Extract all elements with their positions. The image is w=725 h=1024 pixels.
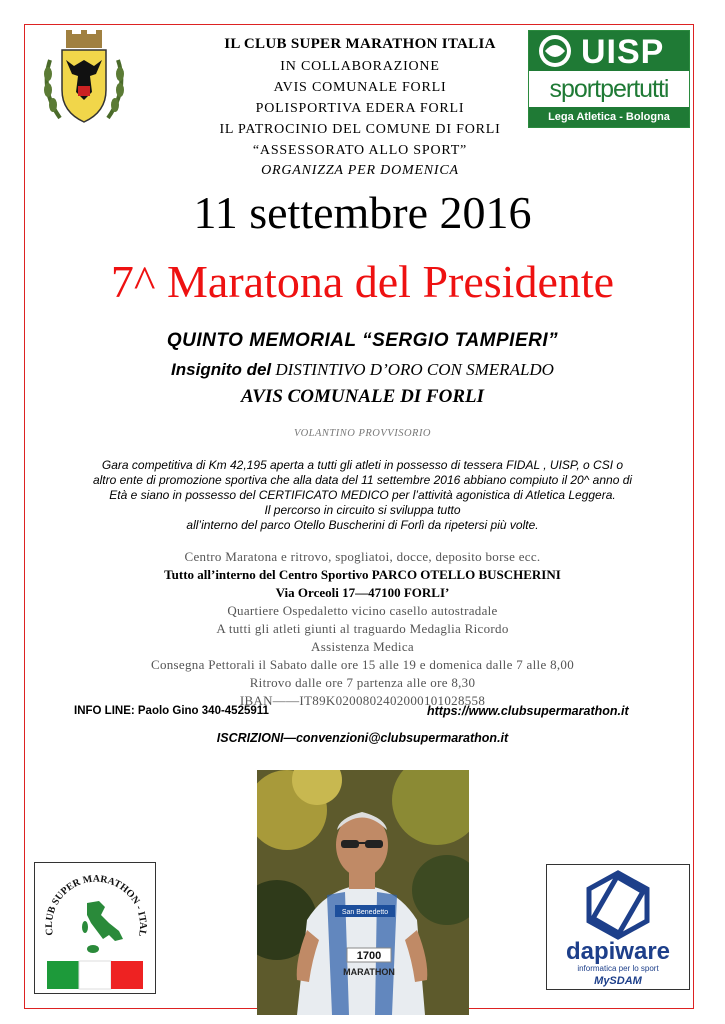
header-line-3: POLISPORTIVA EDERA FORLI: [255, 101, 465, 116]
info-centro: Centro Maratona e ritrovo, spogliatoi, docce, deposito borse ecc.: [184, 549, 541, 564]
organizer-title: IL CLUB SUPER MARATHON ITALIA: [224, 36, 496, 52]
info-tutto: Tutto all’interno del Centro Sportivo PARCO OTELLO BUSCHERINI: [164, 567, 561, 582]
description-line-5: all’interno del parco Otello Buscherini di Forlì da ripetersi più volte.: [186, 518, 539, 532]
insignito-prefix: Insignito del: [171, 360, 272, 379]
event-title: 7^ Maratona del Presidente: [110, 256, 615, 307]
description-line-1: Gara competitiva di Km 42,195 aperta a tutti gli atleti in possesso di tessera FIDAL , UISP, o CSI o: [101, 458, 624, 472]
forli-crest-logo: [36, 30, 132, 130]
header-line-4: IL PATROCINIO DEL COMUNE DI FORLI: [219, 122, 501, 137]
info-line-contact: INFO LINE: Paolo Gino 340-4525911: [74, 705, 269, 717]
header-line-6: ORGANIZZA PER DOMENICA: [261, 163, 459, 178]
dapiware-name: dapiware: [565, 938, 671, 965]
dapiware-logo: [546, 864, 690, 990]
uisp-brand: UISP: [581, 33, 665, 71]
info-assistenza: Assistenza Medica: [311, 639, 414, 654]
photo-sponsor: San Benedetto: [341, 909, 389, 916]
runner-photo: [257, 770, 469, 1015]
info-block: [0, 548, 725, 710]
description-line-4: Il percorso in circuito si sviluppa tutto: [264, 503, 461, 517]
uisp-tagline: sportpertutti: [549, 75, 669, 103]
iscrizioni-email[interactable]: ISCRIZIONI—convenzioni@clubsupermarathon.it: [216, 731, 509, 745]
avis-line: AVIS COMUNALE DI FORLI: [240, 386, 484, 407]
club-super-marathon-logo: [34, 862, 156, 994]
header-line-1: IN COLLABORAZIONE: [280, 59, 440, 74]
dapiware-tagline: informatica per lo sport: [577, 964, 659, 973]
header-line-5: “ASSESSORATO ALLO SPORT”: [252, 143, 468, 158]
event-date: 11 settembre 2016: [193, 187, 532, 238]
info-pettorali: Consegna Pettorali il Sabato dalle ore 15 alle 19 e domenica dalle 7 alle 8,00: [150, 657, 575, 672]
uisp-lega: Lega Atletica - Bologna: [529, 107, 689, 127]
description-line-3: Età e siano in possesso del CERTIFICATO MEDICO per l’attività agonistica di Atletica Leggera.: [109, 488, 616, 502]
photo-shirt: MARATHON: [343, 967, 395, 977]
info-ritrovo: Ritrovo dalle ore 7 partenza alle ore 8,30: [249, 675, 476, 690]
volantino-label: VOLANTINO PROVVISORIO: [293, 428, 432, 439]
website-link[interactable]: https://www.clubsupermarathon.it: [427, 704, 629, 718]
club-ring-text: CLUB SUPER MARATHON - ITAL: [43, 873, 149, 938]
insignito-line: [0, 360, 725, 380]
photo-bib: 1700: [356, 950, 382, 962]
description-line-2: altro ente di promozione sportiva che alla data del 11 settembre 2016 abbiano compiuto il 20^ anno di: [92, 473, 633, 487]
info-iban: IBAN——IT89K0200802402000101028558: [239, 693, 486, 708]
header-line-2: AVIS COMUNALE FORLI: [273, 80, 447, 95]
dapiware-brand: MySDAM: [594, 975, 642, 987]
info-via: Via Orceoli 17—47100 FORLI’: [275, 585, 450, 600]
info-medaglia: A tutti gli atleti giunti al traguardo Medaglia Ricordo: [216, 621, 509, 636]
svg-text:CLUB SUPER MARATHON - ITALIA: [35, 863, 148, 938]
info-quartiere: Quartiere Ospedaletto vicino casello autostradale: [227, 603, 498, 618]
memorial-line: QUINTO MEMORIAL “SERGIO TAMPIERI”: [166, 330, 559, 351]
insignito-rest: DISTINTIVO D’ORO CON SMERALDO: [275, 360, 554, 379]
